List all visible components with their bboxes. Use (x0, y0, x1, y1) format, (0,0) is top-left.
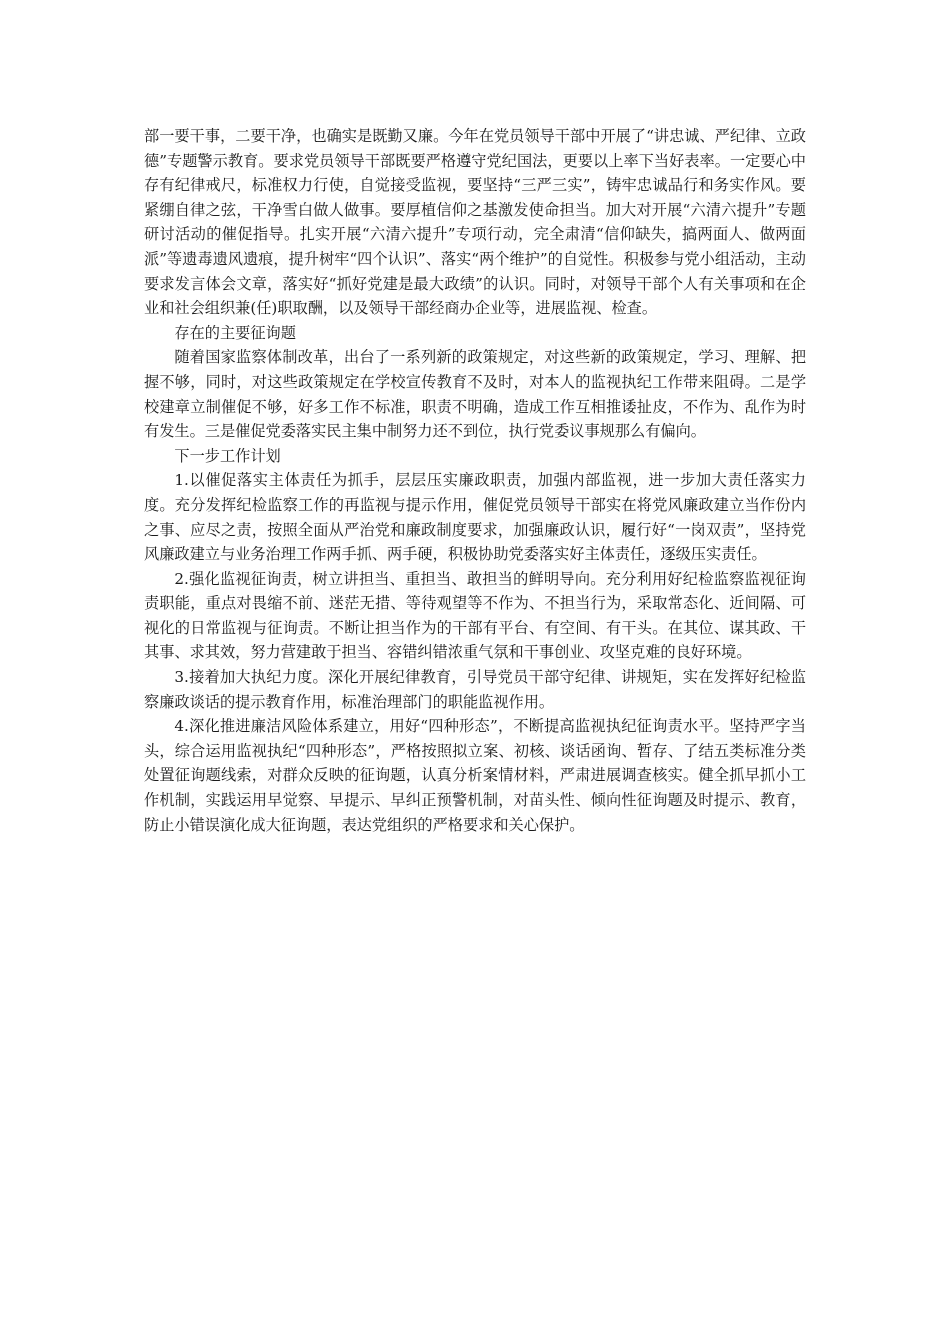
document-page (144, 124, 806, 837)
paragraph-problems: 随着国家监察体制改革，出台了一系列新的政策规定，对这些新的政策规定，学习、理解、把握不够，同时，对这些政策规定在学校宣传教育不及时，对本人的监视执纪工作带来阻碍。二是学校建章立制催促不够，好多工作不标准，职责不明确，造成工作互相推诿扯皮，不作为、乱作为时有发生。三是催促党委落实民主集中制努力还不到位，执行党委议事规那么有偏向。 (144, 348, 806, 441)
plan-item-2: 2.强化监视征询责，树立讲担当、重担当、敢担当的鲜明导向。充分利用好纪检监察监视征询责职能，重点对畏缩不前、迷茫无措、等待观望等不作为、不担当行为，采取常态化、近间隔、可视化的日常监视与征询责。不断让担当作为的干部有平台、有空间、有干头。在其位、谋其政、干其事、求其效，努力营建敢于担当、容错纠错浓重气氛和干事创业、攻坚克难的良好环境。 (144, 569, 806, 662)
paragraph-intro: 部一要干事，二要干净，也确实是既勤又廉。今年在党员领导干部中开展了“讲忠诚、严纪律、立政德”专题警示教育。要求党员领导干部既要严格遵守党纪国法，更要以上率下当好表率。一定要心中存有纪律戒尺，标准权力行使，自觉接受监视，要坚持“三严三实”，铸牢忠诚品行和务实作风。要紧绷自律之弦，干净雪白做人做事。要厚植信仰之基激发使命担当。加大对开展“六清六提升”专题研讨活动的催促指导。扎实开展“六清六提升”专项行动，完全肃清“信仰缺失，搞两面人、做两面派”等遗毒遗风遗痕，提升树牢“四个认识”、落实“两个维护”的自觉性。积极参与党小组活动，主动要求发言体会文章，落实好“抓好党建是最大政绩”的认识。同时，对领导干部个人有关事项和在企业和社会组织兼(任)职取酬，以及领导干部经商办企业等，进展监视、检查。 (144, 127, 806, 318)
section-heading-problems: 存在的主要征询题 (174, 323, 296, 342)
section-heading-next-plan: 下一步工作计划 (174, 446, 281, 465)
plan-item-1: 1.以催促落实主体责任为抓手，层层压实廉政职责，加强内部监视，进一步加大责任落实力度。充分发挥纪检监察工作的再监视与提示作用，催促党员领导干部实在将党风廉政建立当作份内之事、应尽之责，按照全面从严治党和廉政制度要求，加强廉政认识，履行好“一岗双责”，坚持党风廉政建立与业务治理工作两手抓、两手硬，积极协助党委落实好主体责任，逐级压实责任。 (144, 471, 806, 564)
plan-item-3: 3.接着加大执纪力度。深化开展纪律教育，引导党员干部守纪律、讲规矩，实在发挥好纪检监察廉政谈话的提示教育作用，标准治理部门的职能监视作用。 (144, 668, 806, 711)
plan-item-4: 4.深化推进廉洁风险体系建立，用好“四种形态”，不断提高监视执纪征询责水平。坚持严字当头，综合运用监视执纪“四种形态”，严格按照拟立案、初核、谈话函询、暂存、了结五类标准分类处置征询题线索，对群众反映的征询题，认真分析案情材料，严肃进展调查核实。健全抓早抓小工作机制，实践运用早觉察、早提示、早纠正预警机制，对苗头性、倾向性征询题及时提示、教育，防止小错误演化成大征询题，表达党组织的严格要求和关心保护。 (144, 717, 806, 834)
